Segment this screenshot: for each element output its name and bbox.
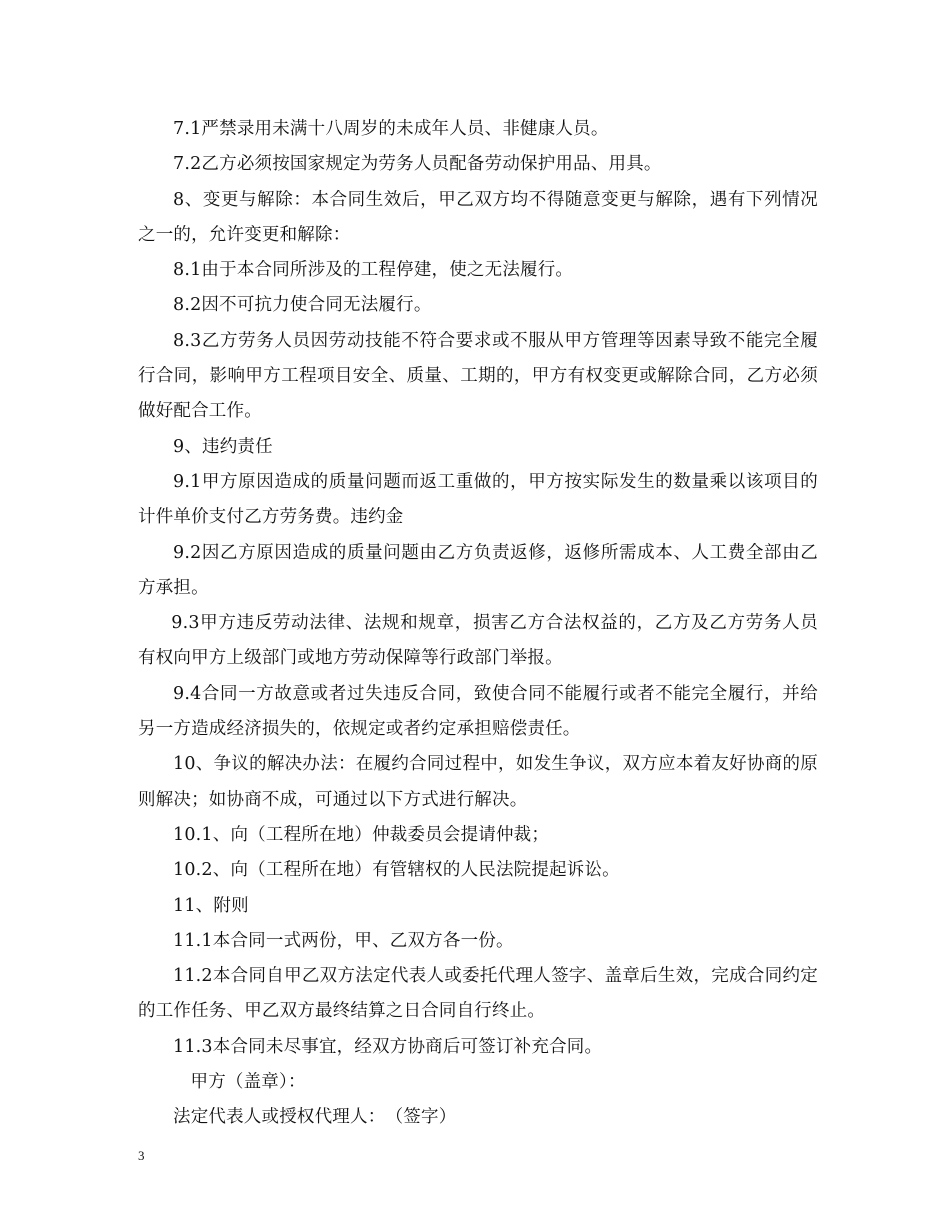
party-a-seal-line: 甲方（盖章）：: [190, 1072, 306, 1093]
clause-8-1: 8.1由于本合同所涉及的工程停建，使之无法履行。: [173, 260, 574, 281]
clause-10-2: 10.2、向（工程所在地）有管辖权的人民法院提起诉讼。: [173, 860, 620, 881]
clause-9-3: 9.3甲方违反劳动法律、法规和规章，损害乙方合法权益的，乙方及乙方劳务人员有权向甲方上级部门或地方劳动保障等行政部门举报。: [138, 613, 818, 669]
clause-11-1: 11.1本合同一式两份，甲、乙双方各一份。: [173, 930, 514, 951]
clause-10: 10、争议的解决办法：在履约合同过程中，如发生争议，双方应本着友好协商的原则解决；如协商不成，可通过以下方式进行解决。: [138, 754, 818, 810]
page-number: 3: [138, 1148, 145, 1163]
clause-8-3: 8.3乙方劳务人员因劳动技能不符合要求或不服从甲方管理等因素导致不能完全履行合同，影响甲方工程项目安全、质量、工期的，甲方有权变更或解除合同，乙方必须做好配合工作。: [138, 330, 818, 422]
clause-11-2: 11.2本合同自甲乙双方法定代表人或委托代理人签字、盖章后生效，完成合同约定的工作任务、甲乙双方最终结算之日合同自行终止。: [138, 966, 818, 1022]
clause-7-2: 7.2乙方必须按国家规定为劳务人员配备劳动保护用品、用具。: [173, 154, 662, 175]
clause-7-1: 7.1严禁录用未满十八周岁的未成年人员、非健康人员。: [173, 119, 609, 139]
clause-8: 8、变更与解除：本合同生效后，甲乙双方均不得随意变更与解除，遇有下列情况之一的，允许变更和解除：: [138, 189, 818, 245]
contract-body: [138, 112, 818, 1136]
clause-9-4: 9.4合同一方故意或者过失违反合同，致使合同不能履行或者不能完全履行，并给另一方造成经济损失的，依规定或者约定承担赔偿责任。: [138, 683, 818, 740]
clause-11-3: 11.3本合同未尽事宜，经双方协商后可签订补充合同。: [173, 1036, 603, 1057]
clause-8-2: 8.2因不可抗力使合同无法履行。: [173, 295, 432, 316]
clause-9-heading: 9、违约责任: [173, 436, 273, 457]
clause-11-heading: 11、附则: [173, 895, 249, 916]
clause-9-1: 9.1甲方原因造成的质量问题而返工重做的，甲方按实际发生的数量乘以该项目的计件单价支付乙方劳务费。违约金: [138, 471, 818, 528]
clause-9-2: 9.2因乙方原因造成的质量问题由乙方负责返修，返修所需成本、人工费全部由乙方承担。: [138, 542, 818, 598]
clause-10-1: 10.1、向（工程所在地）仲裁委员会提请仲裁；: [173, 824, 550, 845]
signature-line: 法定代表人或授权代理人： （签字）: [173, 1107, 457, 1128]
